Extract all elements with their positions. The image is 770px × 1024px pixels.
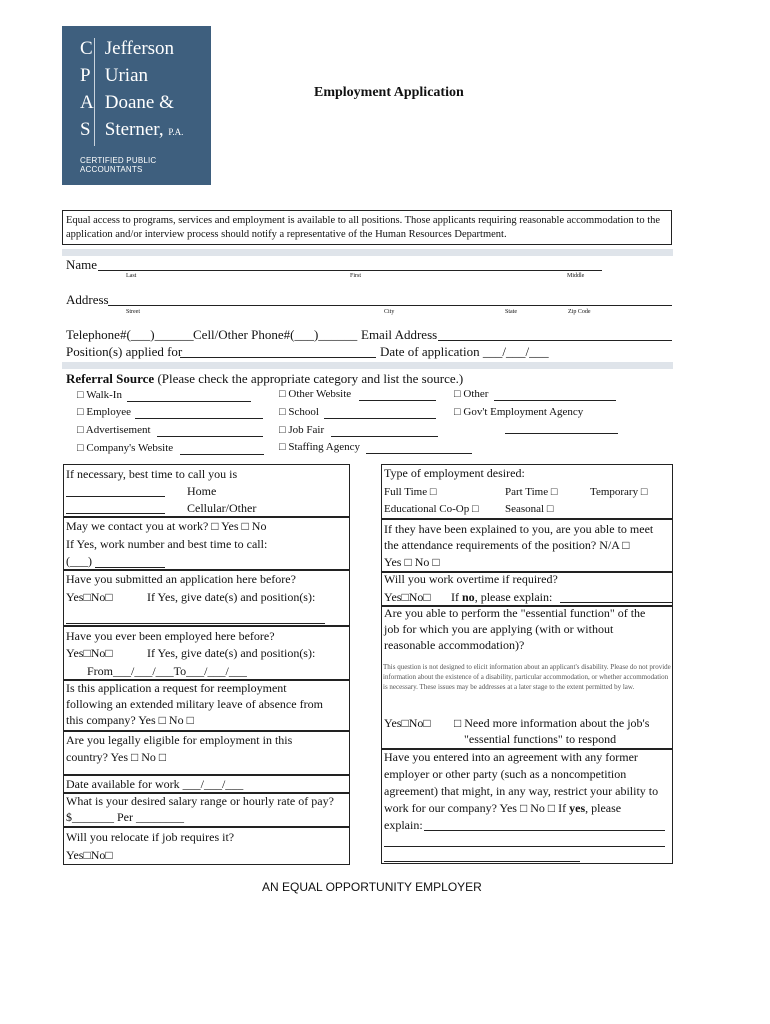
logo-row [80, 65, 148, 87]
salary-question: What is your desired salary range or hourly rate of pay? [66, 794, 334, 808]
salary-input[interactable]: $_______ Per ________ [66, 810, 184, 824]
agreement-question: Have you entered into an agreement with any former [384, 750, 638, 764]
temporary-option[interactable]: Temporary □ [590, 486, 648, 498]
eligible-question: Are you legally eligible for employment in this [66, 733, 293, 747]
position-line[interactable] [180, 357, 376, 358]
address-sub-zip: Zip Code [568, 309, 591, 315]
agreement-explain-label: explain: [384, 818, 423, 832]
work-number-label: If Yes, work number and best time to call: [66, 537, 268, 551]
employed-from-to[interactable]: From___/___/___To___/___/___ [87, 664, 247, 678]
referral-company-website[interactable]: □ Company's Website [77, 442, 174, 454]
overtime-question: Will you work overtime if required? [384, 572, 558, 586]
agreement-yes-bold: yes [569, 801, 586, 815]
logo-pa: P.A. [168, 127, 184, 137]
overtime-rest: , please explain: [474, 590, 553, 604]
overtime-yes-no[interactable]: Yes□No□ [384, 590, 431, 604]
agreement-yes-no[interactable] [384, 801, 621, 816]
application-date[interactable]: Date of application ___/___/___ [380, 344, 549, 359]
employment-type-label: Type of employment desired: [384, 466, 525, 480]
logo-name: Doane & [104, 92, 174, 113]
referral-govt-agency[interactable]: □ Gov't Employment Agency [454, 406, 584, 418]
disability-disclaimer: This question is not designed to elicit information about an applicant's disability. Please do not provide information about the existence of a disability, particular accommodation, or whether accommodation is necessary. These issues may be addresses at a later stage to the extent permitted by law. [383, 663, 671, 691]
submitted-yes-no[interactable]: Yes□No□ [66, 590, 113, 604]
reemployment-question: Is this application a request for reemployment [66, 681, 287, 695]
email-line[interactable] [438, 340, 672, 341]
essential-question: reasonable accommodation)? [384, 638, 525, 652]
logo-name: Jefferson [104, 38, 175, 59]
cellular-label: Cellular/Other [187, 501, 257, 515]
overtime-explain-line[interactable] [560, 602, 672, 603]
employed-yes-no[interactable]: Yes□No□ [66, 646, 113, 660]
essential-yes-no[interactable]: Yes□No□ [384, 716, 431, 730]
referral-heading-rest: (Please check the appropriate category and list the source.) [154, 371, 464, 386]
position-label: Position(s) applied for [66, 344, 183, 359]
home-time-line[interactable] [66, 496, 165, 497]
name-line[interactable] [98, 270, 602, 271]
part-time-option[interactable]: Part Time □ [505, 486, 558, 498]
referral-staffing-agency[interactable]: □ Staffing Agency [279, 441, 360, 453]
referral-employee[interactable]: □ Employee [77, 406, 131, 418]
referral-staffing-agency-line[interactable] [366, 453, 472, 454]
referral-walk-in[interactable]: □ Walk-In [77, 389, 122, 401]
submitted-before-question: Have you submitted an application here before? [66, 572, 296, 586]
referral-other-line[interactable] [494, 400, 616, 401]
logo-letter: C [80, 38, 93, 59]
agreement-question: agreement) that might, in any way, restrict your ability to [384, 784, 659, 798]
referral-school-line[interactable] [324, 418, 436, 419]
address-sub-city: City [384, 309, 395, 315]
overtime-no: no [462, 590, 475, 604]
agreement-yes-no-text: work for our company? Yes □ No □ If [384, 801, 570, 815]
company-logo [62, 26, 211, 185]
section-band [62, 249, 673, 256]
referral-employee-line[interactable] [135, 418, 263, 419]
name-label: Name [66, 257, 98, 272]
referral-job-fair-line[interactable] [331, 436, 438, 437]
employed-before-question: Have you ever been employed here before? [66, 629, 275, 643]
referral-heading [66, 371, 463, 387]
address-sub-state: State [505, 309, 517, 315]
referral-govt-agency-line[interactable] [505, 433, 618, 434]
home-label: Home [187, 484, 217, 498]
relocate-yes-no[interactable]: Yes□No□ [66, 848, 113, 862]
name-sub-middle: Middle [567, 273, 585, 279]
work-number-line[interactable] [95, 567, 165, 568]
logo-row [80, 38, 174, 60]
reemployment-yes-no[interactable]: this company? Yes □ No □ [66, 713, 194, 727]
employed-dates-label: If Yes, give date(s) and position(s): [147, 646, 316, 660]
referral-job-fair[interactable]: □ Job Fair [279, 424, 325, 436]
co-op-option[interactable]: Educational Co-Op □ [384, 503, 479, 515]
date-available[interactable]: Date available for work ___/___/___ [66, 777, 244, 791]
logo-tagline: CERTIFIED PUBLIC ACCOUNTANTS [80, 156, 157, 174]
name-sub-first: First [350, 273, 362, 279]
attendance-question: If they have been explained to you, are you able to meet [384, 522, 654, 536]
referral-heading-bold: Referral Source [66, 371, 155, 386]
logo-row [80, 92, 174, 114]
agreement-explain-line[interactable] [424, 830, 665, 831]
referral-other-website-line[interactable] [359, 400, 436, 401]
essential-question: job for which you are applying (with or without [384, 622, 614, 636]
logo-letter: A [80, 92, 94, 113]
name-sub-last: Last [126, 273, 137, 279]
essential-question: Are you able to perform the "essential function" of the [384, 606, 646, 620]
cell-time-line[interactable] [66, 513, 165, 514]
logo-letter: S [80, 119, 91, 140]
logo-row [80, 119, 183, 143]
referral-walk-in-line[interactable] [127, 401, 251, 402]
referral-other[interactable]: □ Other [454, 388, 489, 400]
address-label: Address [66, 292, 109, 307]
overtime-if: If [451, 590, 462, 604]
logo-name: Urian [104, 65, 149, 86]
attendance-question[interactable]: the attendance requirements of the position? N/A □ [384, 538, 630, 552]
more-info-option[interactable]: □ Need more information about the job's [454, 716, 650, 730]
address-sub-street: Street [126, 309, 140, 315]
seasonal-option[interactable]: Seasonal □ [505, 503, 554, 515]
referral-advertisement-line[interactable] [157, 436, 263, 437]
best-time-label: If necessary, best time to call you is [66, 467, 238, 481]
agreement-explain-line[interactable] [384, 861, 580, 862]
email-label: Email Address [361, 327, 438, 342]
page-title: Employment Application [314, 85, 464, 100]
attendance-yes-no[interactable]: Yes □ No □ [384, 555, 440, 569]
submitted-dates-line[interactable] [66, 623, 325, 624]
agreement-question: employer or other party (such as a noncompetition [384, 767, 627, 781]
address-line[interactable] [108, 305, 672, 306]
submitted-dates-label: If Yes, give date(s) and position(s): [147, 590, 316, 604]
relocate-question: Will you relocate if job requires it? [66, 830, 235, 844]
referral-company-website-line[interactable] [180, 454, 264, 455]
full-time-option[interactable]: Full Time □ [384, 486, 437, 498]
agreement-please: , please [585, 801, 622, 815]
logo-name: Sterner, [104, 119, 164, 140]
contact-work-question[interactable]: May we contact you at work? □ Yes □ No [66, 519, 267, 533]
section-band [62, 362, 673, 369]
logo-letter: P [80, 65, 91, 86]
referral-other-website[interactable]: □ Other Website [279, 388, 352, 400]
cell-phone-label[interactable]: Cell/Other Phone#(___)______ [193, 327, 358, 342]
referral-school[interactable]: □ School [279, 406, 319, 418]
eligible-yes-no[interactable]: country? Yes □ No □ [66, 750, 167, 764]
overtime-explain-label [451, 590, 552, 605]
agreement-explain-line[interactable] [384, 846, 665, 847]
more-info-option-cont: "essential functions" to respond [464, 732, 617, 746]
referral-advertisement[interactable]: □ Advertisement [77, 424, 151, 436]
telephone-label[interactable]: Telephone#(___)______ [66, 327, 194, 342]
work-number-paren[interactable]: (___) [66, 554, 92, 568]
equal-access-notice: Equal access to programs, services and employment is available to all positions. Those applicants requiring reasonable accommodation to the application and/or interview process should notify a representative of the Human Resources Department. [62, 210, 672, 245]
reemployment-question: following an extended military leave of absence from [66, 697, 323, 711]
equal-opportunity-footer: AN EQUAL OPPORTUNITY EMPLOYER [262, 880, 482, 894]
